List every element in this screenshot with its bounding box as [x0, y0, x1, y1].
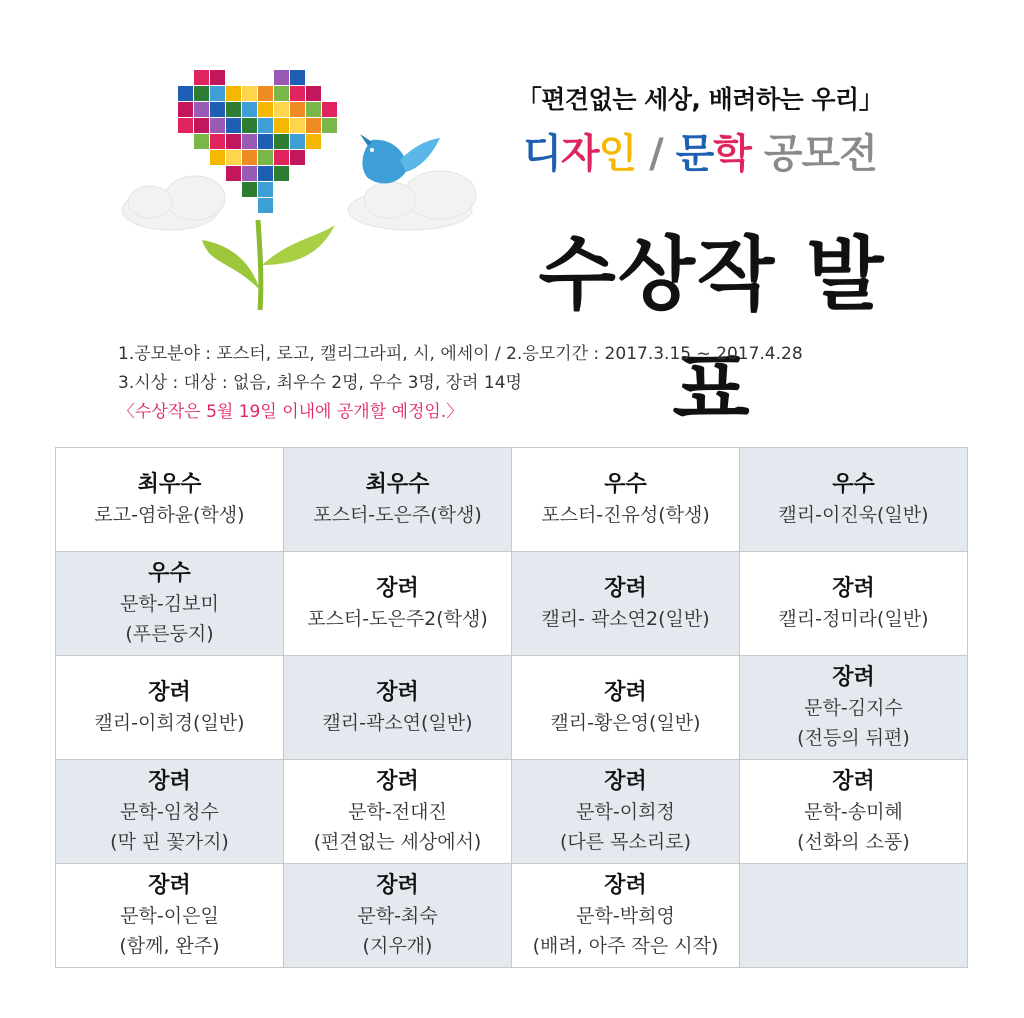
award-entry: (배려, 아주 작은 시작): [532, 934, 719, 957]
puzzle-piece: [242, 118, 257, 133]
award-rank: 장려: [832, 768, 875, 794]
header: [490, 80, 910, 179]
award-rank: 장려: [604, 872, 647, 898]
award-rank: 장려: [376, 872, 419, 898]
award-entry: (함께, 완주): [119, 934, 220, 957]
puzzle-piece: [290, 134, 305, 149]
puzzle-piece: [290, 70, 305, 85]
cloud-icon: [348, 171, 476, 230]
award-entry: 캘리- 곽소연2(일반): [541, 607, 710, 630]
award-cell: [740, 552, 968, 656]
award-entry: 캘리-황은영(일반): [550, 711, 701, 734]
puzzle-piece: [194, 134, 209, 149]
award-cell: [56, 448, 284, 552]
award-entry: (편견없는 세상에서): [313, 830, 482, 853]
award-entry: 캘리-곽소연(일반): [322, 711, 473, 734]
award-entry: 문학-송미혜: [804, 800, 903, 823]
awards-table: [55, 447, 968, 968]
award-entry: 캘리-이희경(일반): [94, 711, 245, 734]
award-cell: [284, 864, 512, 968]
award-entry: (지우개): [362, 934, 433, 957]
puzzle-piece: [306, 118, 321, 133]
puzzle-piece: [290, 86, 305, 101]
puzzle-piece: [274, 102, 289, 117]
puzzle-piece: [290, 150, 305, 165]
puzzle-piece: [194, 70, 209, 85]
award-entry: 문학-김지수: [804, 696, 903, 719]
puzzle-piece: [274, 70, 289, 85]
award-rank: 장려: [604, 679, 647, 705]
puzzle-piece: [306, 134, 321, 149]
puzzle-piece: [226, 118, 241, 133]
award-entry: 문학-최숙: [357, 904, 438, 927]
puzzle-piece: [274, 150, 289, 165]
puzzle-piece: [178, 86, 193, 101]
award-entry: 캘리-이진욱(일반): [778, 503, 929, 526]
award-cell: [56, 656, 284, 760]
puzzle-piece: [210, 134, 225, 149]
award-cell: [284, 760, 512, 864]
puzzle-piece: [226, 134, 241, 149]
award-entry: (전등의 뒤편): [797, 726, 910, 749]
puzzle-piece: [306, 102, 321, 117]
page-title: 수상작 발표: [538, 228, 886, 436]
award-rank: 장려: [832, 664, 875, 690]
puzzle-piece: [322, 102, 337, 117]
contest-title-segment: 학: [713, 131, 751, 177]
info-line-fields-period: 1.공모분야 : 포스터, 로고, 캘리그라피, 시, 에세이 / 2.응모기간 : 2017.3.15 ~ 2017.4.28: [118, 344, 803, 364]
award-rank: 장려: [376, 575, 419, 601]
puzzle-piece: [178, 102, 193, 117]
contest-title-segment: 인: [598, 131, 637, 177]
puzzle-piece: [242, 102, 257, 117]
slogan: 「편견없는 세상, 배려하는 우리」: [516, 85, 884, 114]
puzzle-piece: [242, 134, 257, 149]
puzzle-piece: [242, 166, 257, 181]
award-rank: 우수: [148, 560, 191, 586]
puzzle-piece: [226, 102, 241, 117]
puzzle-piece: [274, 86, 289, 101]
puzzle-piece: [274, 118, 289, 133]
award-cell: [512, 448, 740, 552]
award-cell: [740, 448, 968, 552]
award-cell: [512, 656, 740, 760]
puzzle-piece: [290, 118, 305, 133]
contest-title-segment: /: [636, 131, 676, 177]
award-rank: 장려: [604, 768, 647, 794]
puzzle-piece: [258, 118, 273, 133]
contest-info: [118, 340, 978, 427]
puzzle-piece: [210, 70, 225, 85]
award-entry: 캘리-정미라(일반): [778, 607, 929, 630]
award-cell: [512, 760, 740, 864]
award-rank: 장려: [604, 575, 647, 601]
puzzle-piece: [226, 86, 241, 101]
award-cell: [284, 552, 512, 656]
award-entry: 문학-이희정: [576, 800, 675, 823]
puzzle-piece: [194, 118, 209, 133]
award-rank: 우수: [604, 471, 647, 497]
award-entry: 문학-박희영: [576, 904, 675, 927]
puzzle-piece: [242, 86, 257, 101]
puzzle-piece: [210, 86, 225, 101]
award-entry: 문학-이은일: [120, 904, 219, 927]
puzzle-piece: [194, 86, 209, 101]
puzzle-piece: [242, 150, 257, 165]
puzzle-piece: [322, 118, 337, 133]
award-cell: [56, 864, 284, 968]
award-cell: [512, 864, 740, 968]
award-rank: 장려: [148, 872, 191, 898]
contest-title-segment: 디: [523, 131, 561, 177]
puzzle-piece: [258, 198, 273, 213]
puzzle-piece: [210, 150, 225, 165]
puzzle-piece: [226, 150, 241, 165]
award-entry: (푸른둥지): [125, 622, 214, 645]
award-entry: 문학-임청수: [120, 800, 219, 823]
table-row: [56, 656, 968, 760]
award-entry: 문학-김보미: [120, 592, 219, 615]
puzzle-piece: [290, 102, 305, 117]
table-row: [56, 448, 968, 552]
contest-title-segment: 공: [750, 131, 802, 177]
award-cell: [284, 656, 512, 760]
puzzle-piece: [194, 102, 209, 117]
award-rank: 장려: [148, 768, 191, 794]
table-row: [56, 864, 968, 968]
award-rank: 장려: [148, 679, 191, 705]
contest-title-segment: 문: [675, 131, 714, 177]
award-cell: [740, 656, 968, 760]
puzzle-heart-flower-illustration: [110, 60, 490, 320]
puzzle-piece: [274, 166, 289, 181]
award-entry: 문학-전대진: [348, 800, 447, 823]
award-entry: 포스터-도은주2(학생): [307, 607, 488, 630]
puzzle-piece: [258, 182, 273, 197]
award-cell: [284, 448, 512, 552]
contest-title-segment: 자: [560, 131, 599, 177]
award-rank: 장려: [376, 768, 419, 794]
award-cell: [740, 760, 968, 864]
award-cell: [512, 552, 740, 656]
puzzle-piece: [306, 86, 321, 101]
puzzle-piece: [242, 182, 257, 197]
award-entry: 포스터-진유성(학생): [541, 503, 710, 526]
contest-title-segment: 모: [801, 131, 840, 177]
puzzle-piece: [258, 86, 273, 101]
award-cell: [56, 552, 284, 656]
award-rank: 장려: [376, 679, 419, 705]
puzzle-piece: [258, 166, 273, 181]
puzzle-piece: [274, 134, 289, 149]
award-rank: 우수: [832, 471, 875, 497]
info-line-prizes: 3.시상 : 대상 : 없음, 최우수 2명, 우수 3명, 장려 14명: [118, 373, 522, 393]
award-entry: (다른 목소리로): [560, 830, 691, 853]
table-row: [56, 760, 968, 864]
puzzle-piece: [258, 102, 273, 117]
award-rank: 최우수: [137, 471, 202, 497]
contest-title-segment: 전: [839, 131, 877, 177]
puzzle-piece: [258, 134, 273, 149]
award-entry: 포스터-도은주(학생): [313, 503, 482, 526]
award-entry: (선화의 소풍): [797, 830, 910, 853]
puzzle-piece: [210, 102, 225, 117]
puzzle-piece: [258, 150, 273, 165]
puzzle-piece: [226, 166, 241, 181]
flower-stem-icon: [202, 220, 335, 310]
table-row: [56, 552, 968, 656]
puzzle-piece: [210, 118, 225, 133]
award-rank: 최우수: [365, 471, 430, 497]
cloud-icon: [122, 176, 225, 230]
award-cell: [740, 864, 968, 968]
award-rank: 장려: [832, 575, 875, 601]
info-note: 〈수상작은 5월 19일 이내에 공개할 예정임.〉: [118, 402, 464, 422]
contest-title: [490, 122, 910, 179]
award-cell: [56, 760, 284, 864]
puzzle-piece: [178, 118, 193, 133]
award-entry: 로고-염하윤(학생): [94, 503, 245, 526]
award-entry: (막 핀 꽃가지): [110, 830, 229, 853]
